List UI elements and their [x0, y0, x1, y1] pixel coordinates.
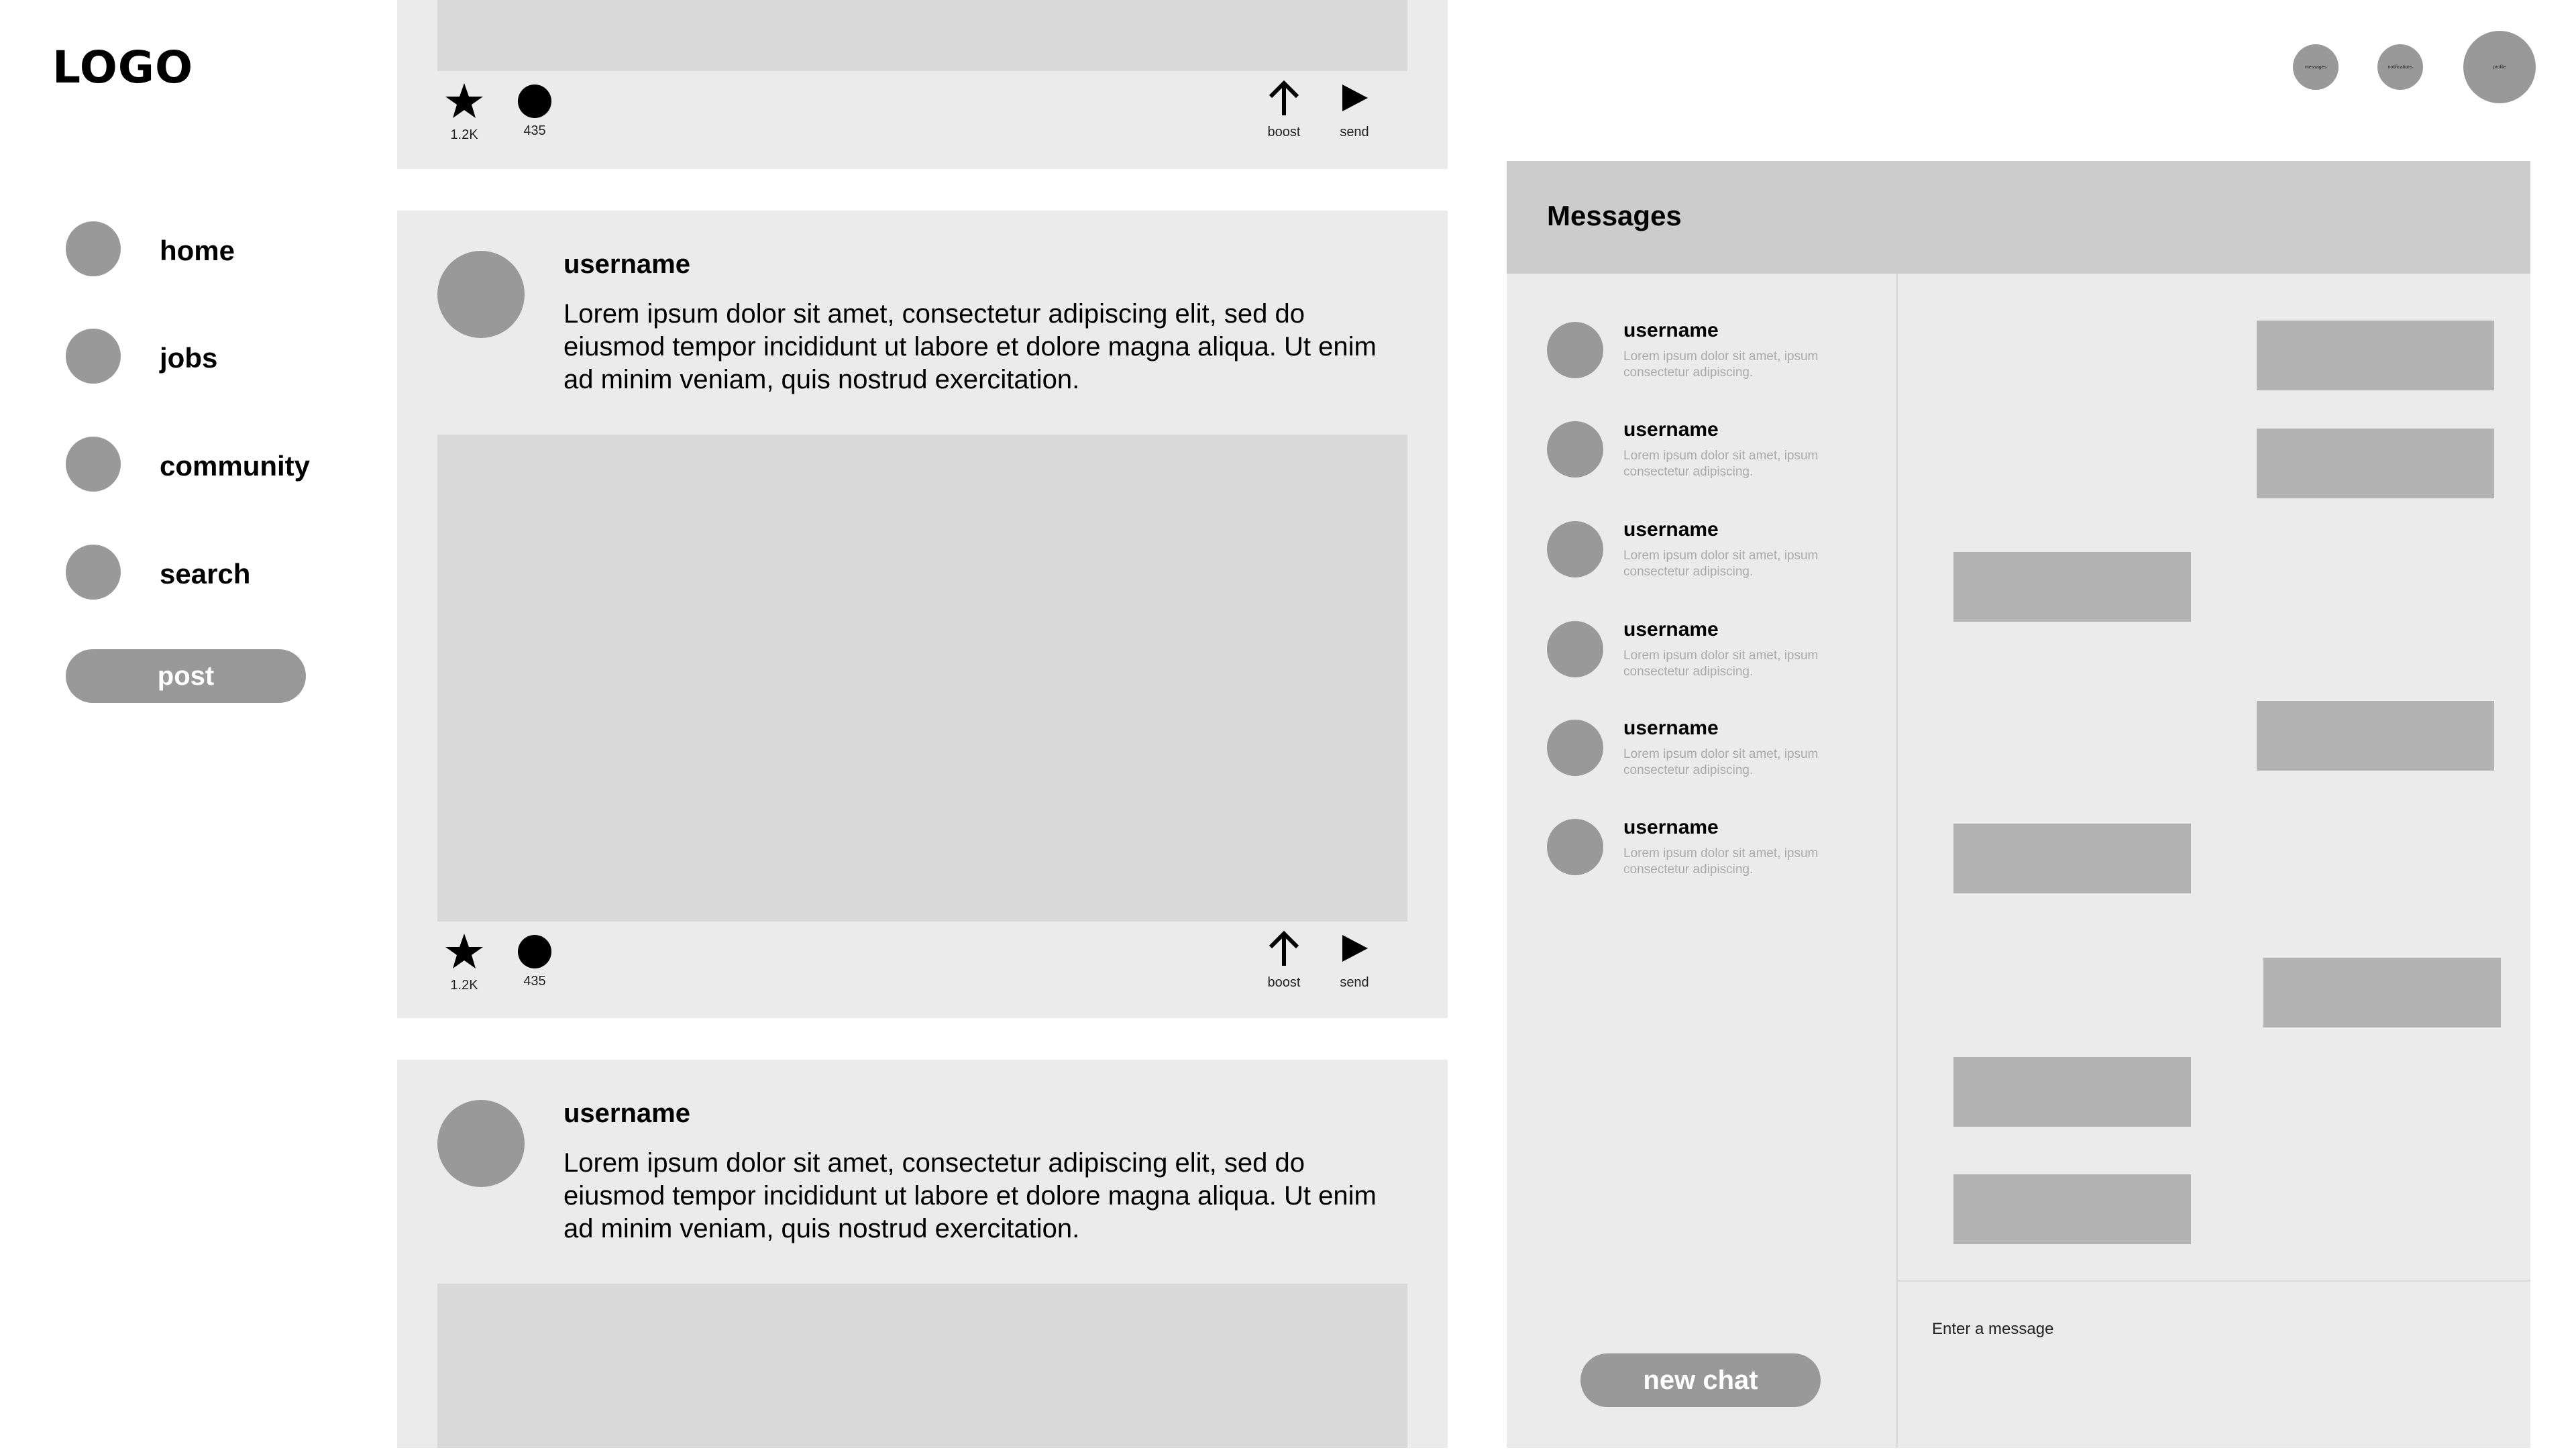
arrow-up-icon — [1264, 927, 1304, 970]
comment-button[interactable] — [494, 79, 575, 139]
conversation-username: username — [1623, 319, 1719, 341]
post-media[interactable] — [437, 435, 1407, 922]
star-count: 1.2K — [450, 127, 478, 142]
conversation-preview: Lorem ipsum dolor sit amet, ipsum consectetur adipiscing. — [1623, 846, 1819, 877]
comment-count: 435 — [523, 123, 546, 138]
star-button[interactable] — [424, 930, 504, 993]
conversation-username: username — [1623, 816, 1719, 838]
boost-button[interactable] — [1244, 927, 1324, 991]
play-triangle-icon — [1334, 927, 1375, 970]
conversation-username: username — [1623, 618, 1719, 640]
conversation-item[interactable] — [1547, 518, 1882, 588]
feed-post — [397, 1060, 1448, 1448]
boost-label: boost — [1267, 975, 1301, 990]
messages-header — [1507, 161, 2530, 274]
community-icon — [66, 437, 121, 492]
send-label: send — [1340, 125, 1369, 140]
messages-icon-label: messages — [2305, 64, 2326, 70]
avatar[interactable] — [437, 251, 525, 338]
avatar — [1547, 621, 1603, 677]
avatar — [1547, 720, 1603, 776]
search-icon — [66, 545, 121, 600]
chat-bubble-sent — [2257, 429, 2494, 498]
chat-bubble-received — [1953, 1174, 2191, 1244]
post-username[interactable]: username — [564, 249, 690, 279]
arrow-up-icon — [1264, 76, 1304, 119]
message-input[interactable] — [1931, 1308, 2497, 1350]
avatar — [1547, 521, 1603, 577]
post-media[interactable] — [437, 1284, 1407, 1448]
new-chat-button[interactable]: new chat — [1580, 1353, 1821, 1407]
star-count: 1.2K — [450, 978, 478, 993]
chat-bubble-received — [1953, 824, 2191, 893]
conversation-item[interactable] — [1547, 319, 1882, 389]
chat-bubble-sent — [2257, 701, 2494, 771]
post-text: Lorem ipsum dolor sit amet, consectetur adipiscing elit, sed do eiusmod tempor incididunt ut labore et dolore magna aliqua. Ut enim ad minim veniam, quis nostrud exercitation. — [564, 299, 1377, 394]
feed-post — [397, 0, 1448, 169]
nav-item-home[interactable] — [66, 221, 347, 278]
send-label: send — [1340, 975, 1369, 990]
profile-icon-label: profile — [2493, 64, 2506, 70]
message-compose-area — [1897, 1280, 2530, 1450]
conversation-preview: Lorem ipsum dolor sit amet, ipsum consectetur adipiscing. — [1623, 349, 1819, 380]
boost-button[interactable] — [1244, 76, 1324, 140]
conversation-preview: Lorem ipsum dolor sit amet, ipsum consectetur adipiscing. — [1623, 649, 1819, 679]
nav-item-community[interactable] — [66, 437, 347, 493]
avatar[interactable] — [437, 1100, 525, 1187]
feed-post — [397, 211, 1448, 1018]
conversation-username: username — [1623, 717, 1719, 739]
post-button[interactable]: post — [66, 649, 306, 703]
comment-count: 435 — [523, 974, 546, 989]
conversation-item[interactable] — [1547, 717, 1882, 787]
nav-item-label: search — [160, 558, 251, 590]
comment-button[interactable] — [494, 930, 575, 989]
profile-icon[interactable] — [2463, 31, 2536, 103]
conversation-preview: Lorem ipsum dolor sit amet, ipsum consectetur adipiscing. — [1623, 449, 1819, 479]
conversation-item[interactable] — [1547, 816, 1882, 886]
post-text: Lorem ipsum dolor sit amet, consectetur adipiscing elit, sed do eiusmod tempor incididunt ut labore et dolore magna aliqua. Ut enim ad minim veniam, quis nostrud exercitation. — [564, 1148, 1377, 1243]
chat-bubble-sent — [2257, 321, 2494, 390]
logo[interactable]: LOGO — [52, 42, 194, 93]
star-icon — [444, 79, 484, 122]
conversation-username: username — [1623, 419, 1719, 441]
boost-label: boost — [1267, 125, 1301, 140]
conversation-username: username — [1623, 518, 1719, 541]
avatar — [1547, 819, 1603, 875]
post-username[interactable]: username — [564, 1099, 690, 1128]
nav-item-label: community — [160, 450, 311, 482]
messages-title: Messages — [1547, 200, 1682, 231]
comment-icon — [518, 85, 551, 118]
play-triangle-icon — [1334, 76, 1375, 119]
nav-item-label: jobs — [160, 342, 218, 374]
star-button[interactable] — [424, 79, 504, 143]
messages-icon[interactable] — [2293, 44, 2339, 90]
send-button[interactable] — [1314, 76, 1395, 140]
comment-icon — [518, 935, 551, 968]
nav-item-search[interactable] — [66, 545, 347, 601]
avatar — [1547, 421, 1603, 478]
post-media[interactable] — [437, 0, 1407, 71]
star-icon — [444, 930, 484, 972]
avatar — [1547, 322, 1603, 378]
notifications-icon[interactable] — [2377, 44, 2423, 90]
chat-bubble-received — [1953, 552, 2191, 622]
nav-item-label: home — [160, 235, 235, 266]
notifications-icon-label: notifications — [2387, 64, 2413, 70]
messages-panel — [1507, 161, 2530, 1448]
jobs-icon — [66, 329, 121, 384]
send-button[interactable] — [1314, 927, 1395, 991]
conversation-list — [1507, 274, 1898, 1448]
chat-bubble-sent — [2263, 958, 2501, 1027]
chat-bubble-received — [1953, 1057, 2191, 1127]
conversation-item[interactable] — [1547, 421, 1882, 488]
conversation-preview: Lorem ipsum dolor sit amet, ipsum consectetur adipiscing. — [1623, 549, 1819, 579]
home-icon — [66, 221, 121, 276]
conversation-item[interactable] — [1547, 618, 1882, 688]
nav-item-jobs[interactable] — [66, 329, 347, 385]
conversation-preview: Lorem ipsum dolor sit amet, ipsum consectetur adipiscing. — [1623, 747, 1819, 777]
